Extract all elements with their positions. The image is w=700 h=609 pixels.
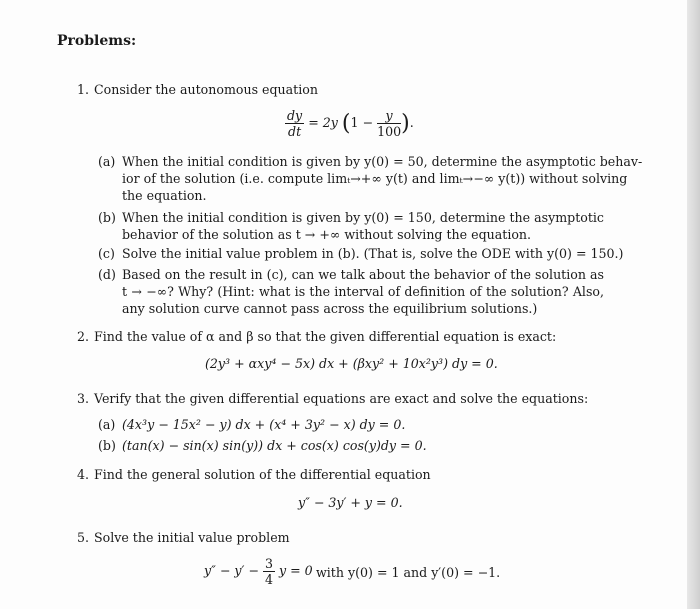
equation-period: . xyxy=(409,115,414,130)
page-edge xyxy=(687,0,700,609)
p1d-line2: t → −∞? Why? (Hint: what is the interval of definition of the solution? Also, xyxy=(122,284,604,299)
equals-2y: = 2y xyxy=(308,115,338,130)
four-denominator: 4 xyxy=(264,572,273,587)
p1b-label: (b) xyxy=(98,210,116,225)
one-minus: 1 − xyxy=(350,115,374,130)
problem-1-equation xyxy=(285,108,414,139)
p1a-line1: When the initial condition is given by y(0) = 50, determine the asymptotic behav- xyxy=(122,154,643,169)
p1b-line1: When the initial condition is given by y(0) = 150, determine the asymptotic xyxy=(122,210,604,225)
problem-2-equation: (2y³ + αxy⁴ − 5x) dx + (βxy² + 10x²y³) dy = 0. xyxy=(205,356,498,371)
three-numerator: 3 xyxy=(264,556,273,571)
p3b-label: (b) xyxy=(98,438,116,453)
problem-3-number: 3. xyxy=(77,391,90,406)
p1c-line1: Solve the initial value problem in (b). (That is, solve the ODE with y(0) = 150.) xyxy=(122,246,624,261)
page-title: Problems: xyxy=(57,33,137,49)
problem-2-text: Find the value of α and β so that the given differential equation is exact: xyxy=(94,329,557,344)
hundred-denominator: 100 xyxy=(377,124,402,139)
p1a-line2: ior of the solution (i.e. compute limₜ→+∞ y(t) and limₜ→−∞ y(t)) without solving xyxy=(122,171,628,186)
p5-eq-right: y = 0 xyxy=(278,563,313,578)
problem-4-equation: y″ − 3y′ + y = 0. xyxy=(298,495,403,510)
dt-denominator: dt xyxy=(288,124,302,139)
p1c-label: (c) xyxy=(98,246,115,261)
p5-eq-left: y″ − y′ − xyxy=(204,563,259,578)
problem-1-number: 1. xyxy=(77,82,90,97)
p5-initial-conditions: with y(0) = 1 and y′(0) = −1. xyxy=(316,565,501,580)
problem-2-number: 2. xyxy=(77,329,90,344)
problem-5-equation xyxy=(204,556,313,587)
problem-4-number: 4. xyxy=(77,467,90,482)
p1b-line2: behavior of the solution as t → +∞ without solving the equation. xyxy=(122,227,532,242)
close-paren-icon: ) xyxy=(401,111,410,136)
p3a-label: (a) xyxy=(98,417,116,432)
p1d-line3: any solution curve cannot pass across the equilibrium solutions.) xyxy=(122,301,538,316)
open-paren-icon: ( xyxy=(341,111,351,136)
problem-5-text: Solve the initial value problem xyxy=(94,530,290,545)
problem-5-number: 5. xyxy=(77,530,90,545)
p1a-line3: the equation. xyxy=(122,188,207,203)
p1d-line1: Based on the result in (c), can we talk about the behavior of the solution as xyxy=(122,267,604,282)
p3b-equation: (tan(x) − sin(x) sin(y)) dx + cos(x) cos(y)dy = 0. xyxy=(122,438,427,453)
p1d-label: (d) xyxy=(98,267,116,282)
dy-numerator: dy xyxy=(287,108,303,123)
p3a-equation: (4x³y − 15x² − y) dx + (x⁴ + 3y² − x) dy = 0. xyxy=(122,417,406,432)
problem-1-text: Consider the autonomous equation xyxy=(94,82,318,97)
problem-4-text: Find the general solution of the differential equation xyxy=(94,467,431,482)
y-numerator: y xyxy=(377,108,401,124)
p1a-label: (a) xyxy=(98,154,116,169)
problem-3-text: Verify that the given differential equations are exact and solve the equations: xyxy=(94,391,589,406)
